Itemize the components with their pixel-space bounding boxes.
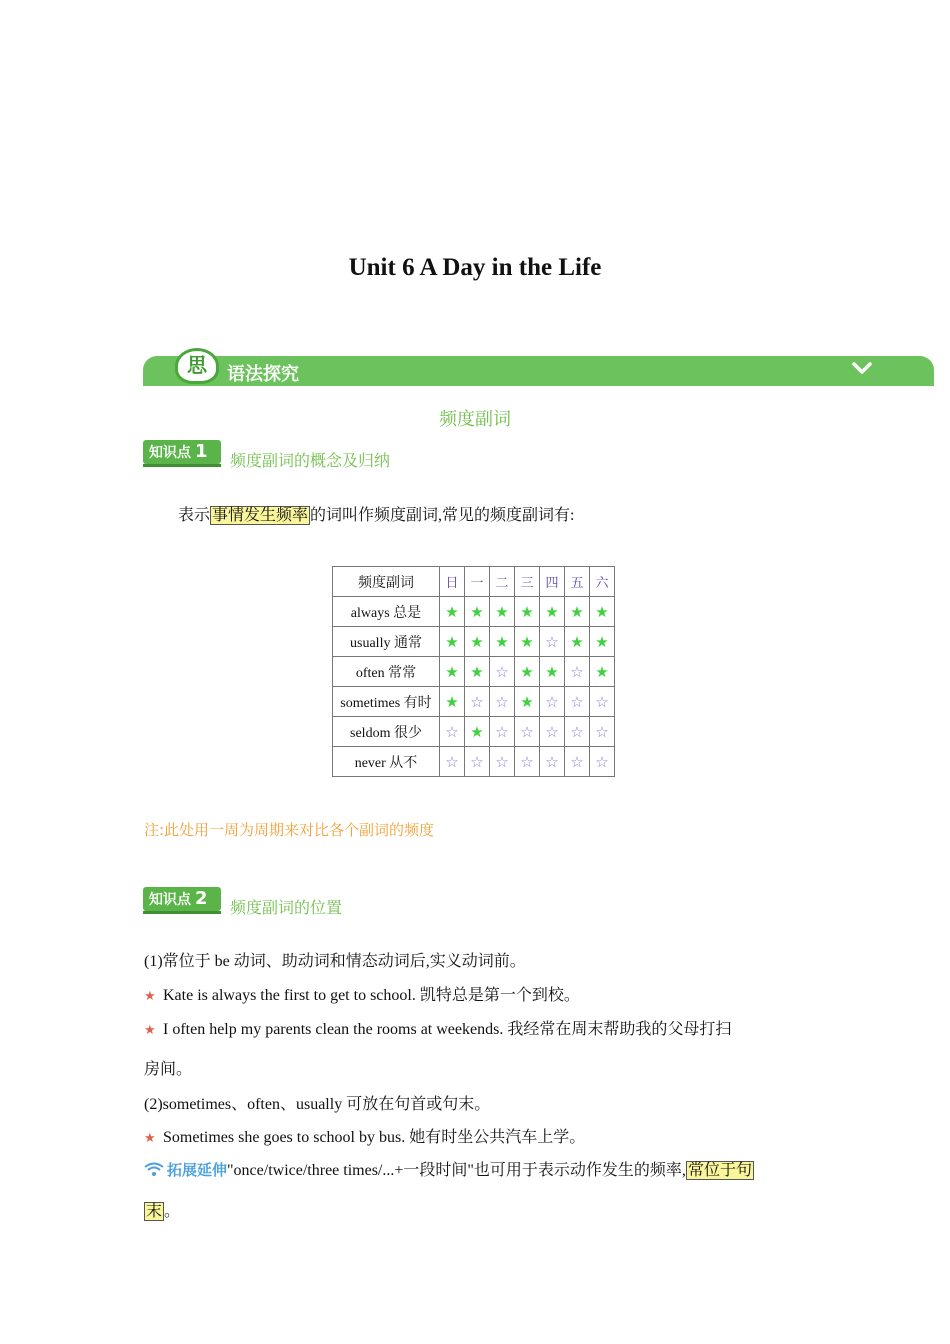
table-header-day: 六 [590,567,615,597]
star-icon: ★ [590,597,615,627]
adverb-cell: often 常常 [333,657,440,687]
star-icon: ☆ [515,747,540,777]
example-2 [144,1016,731,1039]
knowledge-point-badge [143,887,221,911]
knowledge-point-title: 频度副词的位置 [230,898,343,917]
table-note: 注:此处用一周为周期来对比各个副词的频度 [144,821,435,839]
grammar-banner[interactable] [143,353,934,386]
adverb-cell: never 从不 [333,747,440,777]
star-icon: ★ [465,657,490,687]
star-icon: ★ [490,597,515,627]
star-icon: ★ [565,627,590,657]
adverb-cell: sometimes 有时 [333,687,440,717]
example-text: I often help my parents clean the rooms at weekends. 我经常在周末帮助我的父母打扫 [163,1021,732,1038]
example-2-continued: 房间。 [144,1061,193,1078]
table-header-row [333,567,615,597]
adverb-cell: always 总是 [333,597,440,627]
star-icon: ☆ [490,747,515,777]
intro-paragraph [178,502,574,525]
star-icon: ★ [465,597,490,627]
star-icon: ★ [515,597,540,627]
star-icon: ★ [590,657,615,687]
star-icon: ☆ [465,687,490,717]
badge-number: 2 [195,888,208,909]
star-icon: ☆ [490,657,515,687]
table-row [333,747,615,777]
star-icon: ★ [590,627,615,657]
star-icon: ☆ [565,687,590,717]
think-badge-icon: 思 [175,348,219,384]
example-3 [144,1124,585,1147]
star-icon: ☆ [490,717,515,747]
document-title: Unit 6 A Day in the Life [348,254,602,281]
star-icon: ☆ [590,687,615,717]
extension-label: 拓展延伸 [167,1161,228,1179]
star-icon: ☆ [565,747,590,777]
banner-title: 语法探究 [227,364,299,385]
extension-end: 。 [164,1203,181,1220]
star-icon: ☆ [540,717,565,747]
example-text: Sometimes she goes to school by bus. 她有时坐公共汽车上学。 [163,1129,586,1146]
star-icon: ☆ [540,747,565,777]
section-heading: 频度副词 [439,409,511,430]
table-row [333,627,615,657]
knowledge-point-badge [143,440,221,464]
adverb-cell: usually 通常 [333,627,440,657]
star-icon: ☆ [565,657,590,687]
star-icon: ★ [465,627,490,657]
badge-number: 1 [195,441,208,462]
star-icon: ★ [515,657,540,687]
table-header-day: 五 [565,567,590,597]
intro-pre: 表示 [178,507,211,524]
example-1 [144,982,580,1005]
table-header-day: 一 [465,567,490,597]
wifi-icon [144,1162,164,1176]
badge-label: 知识点 [149,445,191,461]
adverb-cell: seldom 很少 [333,717,440,747]
star-icon: ☆ [540,627,565,657]
star-icon: ★ [490,627,515,657]
star-icon: ☆ [590,717,615,747]
badge-label: 知识点 [149,892,191,908]
star-icon: ★ [440,627,465,657]
star-icon: ☆ [440,717,465,747]
table-header-day: 四 [540,567,565,597]
table-header-adverb: 频度副词 [333,567,440,597]
star-icon: ☆ [540,687,565,717]
intro-highlight: 事情发生频率 [212,507,309,524]
star-icon: ☆ [515,717,540,747]
star-icon: ★ [515,627,540,657]
extension-line-continued [144,1198,180,1221]
extension-line [144,1157,754,1180]
table-row [333,687,615,717]
star-bullet-icon: ★ [144,1023,156,1038]
chevron-down-icon[interactable] [852,361,872,375]
table-row [333,597,615,627]
intro-post: 的词叫作频度副词,常见的频度副词有: [310,507,575,524]
star-icon: ☆ [590,747,615,777]
star-icon: ★ [465,717,490,747]
table-header-day: 二 [490,567,515,597]
example-text: Kate is always the first to get to school. 凯特总是第一个到校。 [163,987,580,1004]
table-header-day: 日 [440,567,465,597]
rule-1: (1)常位于 be 动词、助动词和情态动词后,实义动词前。 [144,953,526,970]
star-icon: ★ [540,657,565,687]
rule-2: (2)sometimes、often、usually 可放在句首或句末。 [144,1096,491,1113]
extension-text: "once/twice/three times/...+一段时间"也可用于表示动作发生的频率, [227,1162,686,1179]
star-icon: ☆ [490,687,515,717]
frequency-table [332,566,615,777]
extension-highlight: 常位于句 [687,1162,752,1179]
extension-highlight-end: 末 [146,1203,163,1220]
star-icon: ★ [540,597,565,627]
table-row [333,717,615,747]
table-row [333,657,615,687]
star-icon: ★ [440,597,465,627]
knowledge-point-title: 频度副词的概念及归纳 [230,451,391,470]
star-icon: ☆ [440,747,465,777]
star-icon: ★ [565,597,590,627]
star-bullet-icon: ★ [144,1131,156,1146]
star-icon: ☆ [465,747,490,777]
star-icon: ★ [440,657,465,687]
table-header-day: 三 [515,567,540,597]
star-bullet-icon: ★ [144,989,156,1004]
star-icon: ☆ [565,717,590,747]
star-icon: ★ [515,687,540,717]
star-icon: ★ [440,687,465,717]
